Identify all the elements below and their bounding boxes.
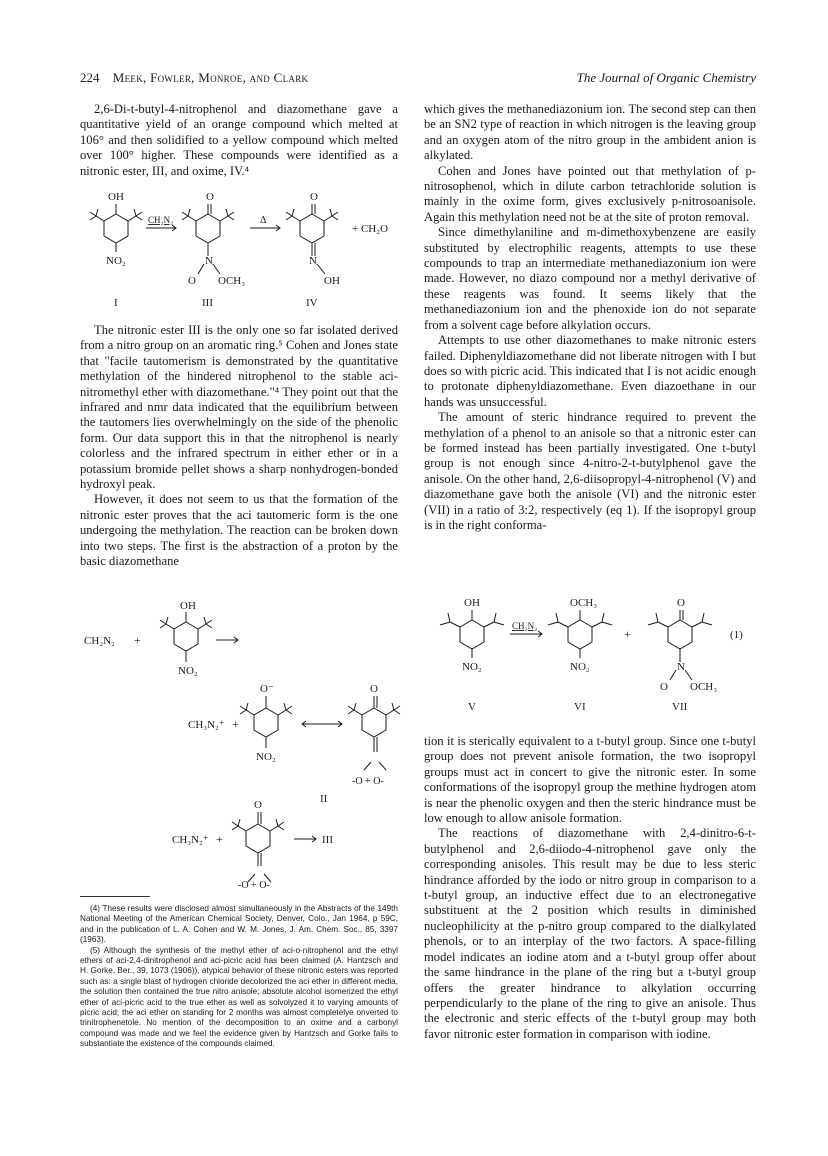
o-label: O bbox=[206, 191, 214, 203]
plus-sign: + bbox=[624, 627, 631, 641]
no2-label: NO₂ bbox=[106, 255, 126, 267]
o-label: O bbox=[370, 683, 378, 695]
n-label: N bbox=[309, 255, 317, 267]
o-label: O bbox=[188, 275, 196, 287]
scheme-2 bbox=[80, 598, 420, 890]
compound-label: I bbox=[114, 297, 118, 309]
nitronate-charges: -O + O- bbox=[238, 880, 270, 890]
no2-label: NO₂ bbox=[256, 751, 276, 763]
cation-label: CH₃N₂⁺ bbox=[188, 719, 225, 731]
compound-label: V bbox=[468, 701, 476, 713]
header-authors: Meek, Fowler, Monroe, and Clark bbox=[112, 70, 309, 85]
oh-label: OH bbox=[180, 600, 196, 612]
paragraph: Attempts to use other diazomethanes to make nitronic esters failed. Diphenyldiazomethane did not liberate nitrogen with I but does so with picric acid. This indicated that I is not acidic enough to protonate diphenyldiazomethane. Even diazoethane in our hands was unsuccessful. bbox=[424, 333, 756, 409]
footnote-rule bbox=[80, 896, 150, 897]
no2-label: NO₂ bbox=[462, 661, 482, 673]
o-label: O bbox=[310, 191, 318, 203]
paragraph: tion it is sterically equivalent to a t-butyl group. Since one t-butyl group does not prevent anisole formation, the two isopropyl groups must act in concert to give the nitronic ester. In some conformations of the isopropyl group the methine hydrogen atom is near the phenolic oxygen and then the steric hindrance must be low enough to allow anisole formation. bbox=[424, 734, 756, 826]
plus-sign: + bbox=[216, 832, 223, 846]
paragraph: which gives the methanediazonium ion. The second step can then be an SN2 type of reaction in which nitrogen is the leaving group and an oxygen atom of the nitro group in the ambident anion is alkylated. bbox=[424, 102, 756, 163]
plus-sign: + bbox=[134, 633, 141, 647]
heat-label: Δ bbox=[260, 215, 267, 226]
n-label: N bbox=[205, 255, 213, 267]
o-minus-label: O⁻ bbox=[260, 683, 274, 695]
och3-label: OCH₃ bbox=[570, 597, 598, 609]
paragraph: The amount of steric hindrance required to prevent the methylation of a phenol to an anisole so that a nitronic ester can be formed instead has been partially investigated. One t-butyl group is not enough since 4-nitro-2-t-butylphenol gave the anisole. On the other hand, 2,6-diisopropyl-4-nitrophenol (V) and diazomethane gave both the anisole (VI) and the nitronic ester (VII) in a ratio of 3:2, respectively (eq 1). If the isopropyl group is in the right conforma- bbox=[424, 410, 756, 532]
left-column-top bbox=[80, 102, 398, 179]
no2-label: NO₂ bbox=[570, 661, 590, 673]
right-column-top bbox=[424, 102, 756, 533]
oh-label: OH bbox=[464, 597, 480, 609]
o-label: O bbox=[254, 799, 262, 811]
o-label: O bbox=[677, 597, 685, 609]
paragraph: Cohen and Jones have pointed out that methylation of p-nitrosophenol, which in dilute carbon tetrachloride solution is mainly in the oxime form, gives exclusively p-nitrosoanisole. Again this methylation need not be at the site of proton removal. bbox=[424, 163, 756, 224]
n-label: N bbox=[677, 661, 685, 673]
no2-label: NO₂ bbox=[178, 665, 198, 677]
scheme-3 bbox=[424, 594, 756, 718]
header-left bbox=[80, 70, 308, 86]
compound-label: III bbox=[202, 297, 213, 309]
scheme-1 bbox=[80, 188, 406, 312]
cation-label: CH₃N₂⁺ bbox=[172, 834, 209, 846]
footnotes bbox=[80, 904, 398, 1050]
reagent-label: CH₂N₂ bbox=[512, 621, 538, 631]
reagent-label: CH₂N₂ bbox=[84, 635, 115, 647]
footnote-5: (5) Although the synthesis of the methyl ether of aci-o-nitrophenol and the ethyl ethers of aci-2,4-dinitrophenol and aci-picric acid has been claimed (A. Hantzsch and H. Gorke, Ber., 39, 1073 (1906)), atypical behavior of these nitronic esters was reported such as: a single blast of hydrogen chloride decolorized the aci ether in different media, the solution then contained the true nitro anisole; absolute alcohol isomerized the ethyl ether of aci-picric acid to the true ether as well as solvolyzed it to varying amounts of picric acid; the aci ether on standing for 2 months was almost completelye onverted to trinitrophenetole. No mention of the decomposition to an oxime and a carbonyl compound was made and we feel the evidence given by Hantzsch and Gorke fails to substantiate the existence of the compounds claimed. bbox=[80, 945, 398, 1049]
footnote-4: (4) These results were disclosed almost simultaneously in the Abstracts of the 149th National Meeting of the American Chemical Society, Denver, Colo., Jan 1964, p 59C, and in the publication of L. A. Cohen and W. M. Jones, J. Am. Chem. Soc., 85, 3397 (1963). bbox=[80, 904, 398, 945]
compound-label: IV bbox=[306, 297, 318, 309]
left-column-body bbox=[80, 323, 398, 570]
product-label: III bbox=[322, 834, 333, 846]
header-journal: The Journal of Organic Chemistry bbox=[576, 70, 756, 85]
paragraph: The reactions of diazomethane with 2,4-dinitro-6-t-butylphenol and 2,6-diiodo-4-nitrophenol gave only the corresponding anisoles. This result may be due to less steric hindrance afforded by the iodo or nitro group in comparison to a t-butyl group, an inductive effect due to an electronegative substituent at the 2 position which results in diminished nucleophilicity at the p-nitro group compared to the dialkylated phenols, or to an interplay of the two factors. A space-filling model indicates an iodine atom and a t-butyl group offer about the same hindrance in the plane of the ring but a t-butyl group offers the greater hindrance to alkylation occurring perpendicularly to the plane of the ring to give an anisole. Thus the electronic and steric effects of the t-butyl group may both favor nitronic ester formation in comparison with iodine. bbox=[424, 826, 756, 1041]
running-header bbox=[80, 70, 756, 90]
paragraph: Since dimethylaniline and m-dimethoxybenzene are easily substituted by electrophilic reagents, attempts to use these compounds to trap an intermediate methanediazonium ion were made. However, no diazo compound nor a methyl derivative of these reagents was found. It seems likely that the methanediazonium ion and the phenoxide ion do not separate from a solvent cage before alkylation occurs. bbox=[424, 225, 756, 332]
och3-label: OCH₃ bbox=[690, 681, 718, 693]
och3-label: OCH₃ bbox=[218, 275, 246, 287]
paragraph: The nitronic ester III is the only one so far isolated derived from a nitro group on an aromatic ring.⁵ Cohen and Jones state that "facile tautomerism is demonstrated by the quantitative methylation of the hindered nitrophenol to the stable aci-nitromethyl ether with diazomethane."⁴ They point out that the infrared and nmr data indicated that the equilibrium between the tautomers lies overwhelmingly on the side of the phenolic form. Our data support this in that the nitrophenol is nearly colorless and the infrared spectrum in either ether or in a potassium bromide pellet shows a sharp nonhydrogen-bonded hydroxyl peak. bbox=[80, 323, 398, 492]
reagent-label: CH₂N₂ bbox=[148, 215, 174, 225]
compound-label: II bbox=[320, 793, 328, 805]
o-label: O bbox=[660, 681, 668, 693]
right-column-bottom bbox=[424, 734, 756, 1042]
nitronate-charges: -O + O- bbox=[352, 776, 384, 787]
oh-label: OH bbox=[108, 191, 124, 203]
paragraph: 2,6-Di-t-butyl-4-nitrophenol and diazomethane gave a quantitative yield of an orange compound which melted at 106° and then solidified to a yellow compound which melted over 100° higher. These compounds were identified as a nitronic ester, III, and oxime, IV.⁴ bbox=[80, 102, 398, 178]
paragraph: However, it does not seem to us that the formation of the nitronic ester proves that the aci tautomeric form is the one undergoing the methylation. The reaction can be broken down into two steps. The first is the abstraction of a proton by the basic diazomethane bbox=[80, 492, 398, 569]
plus-sign: + bbox=[232, 717, 239, 731]
page-number: 224 bbox=[80, 70, 100, 85]
compound-label: VI bbox=[574, 701, 586, 713]
equation-number: (1) bbox=[730, 629, 743, 641]
byproduct-label: + CH₂O bbox=[352, 223, 389, 235]
oh-label: OH bbox=[324, 275, 340, 287]
compound-label: VII bbox=[672, 701, 688, 713]
